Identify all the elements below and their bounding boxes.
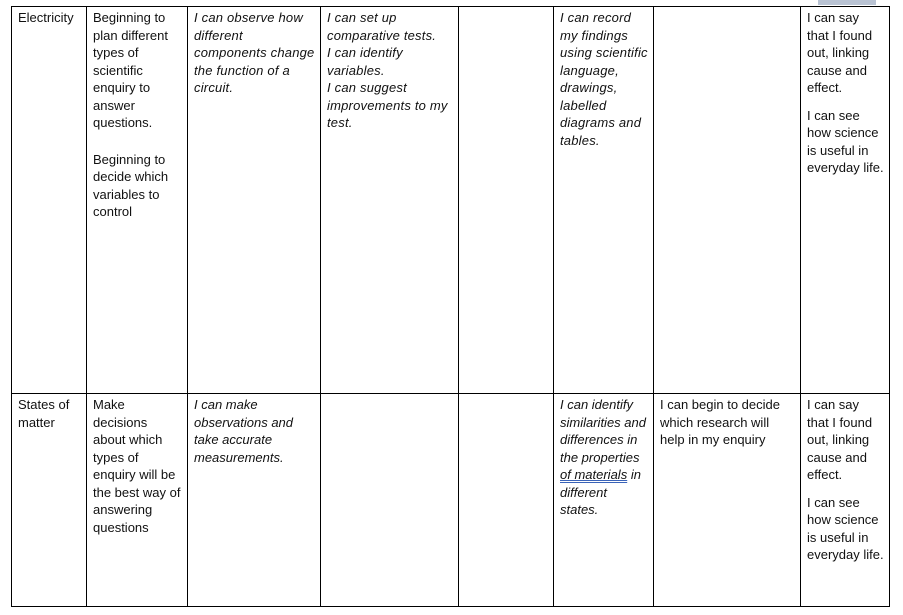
enquiry-text: Beginning to plan different types of scientific enquiry to answer questions. — [93, 10, 168, 130]
record-text: I can record my findings using scientific language, drawings, labelled diagrams and tables. — [560, 10, 648, 148]
conclude-cell — [801, 7, 890, 394]
empty-cell — [321, 394, 459, 607]
topic-label: Electricity — [18, 10, 74, 25]
empty-cell — [459, 7, 554, 394]
conclude-text: I can see how science is useful in everyday life. — [807, 107, 884, 175]
record-text: I can identify similarities and differences in the properties of materials in different states. — [560, 397, 646, 517]
empty-cell — [459, 394, 554, 607]
enquiry-cell — [87, 394, 188, 607]
research-cell — [654, 394, 801, 607]
underlined-phrase: of materials — [560, 467, 628, 482]
conclude-cell — [801, 394, 890, 607]
enquiry-text: Make decisions about which types of enquiry will be the best way of answering questions — [93, 397, 181, 535]
test-text: I can suggest improvements to my test. — [327, 80, 448, 130]
observe-text: I can observe how different components change the function of a circuit. — [194, 10, 315, 95]
table-row — [12, 394, 890, 607]
observe-cell — [188, 7, 321, 394]
test-text: I can set up comparative tests. — [327, 10, 437, 43]
observe-text: I can make observations and take accurate measurements. — [194, 397, 294, 465]
research-cell — [654, 7, 801, 394]
test-cell — [321, 7, 459, 394]
record-cell — [554, 7, 654, 394]
science-skills-table — [11, 6, 890, 607]
conclude-text: I can say that I found out, linking cause and effect. — [807, 10, 873, 95]
enquiry-cell — [87, 7, 188, 394]
research-text: I can begin to decide which research will help in my enquiry — [660, 397, 780, 447]
page-edge-mark — [818, 0, 876, 5]
observe-cell — [188, 394, 321, 607]
record-cell — [554, 394, 654, 607]
topic-cell — [12, 7, 87, 394]
topic-cell — [12, 394, 87, 607]
table-row — [12, 7, 890, 394]
topic-label: States of matter — [18, 397, 70, 430]
test-text: I can identify variables. — [327, 45, 403, 78]
conclude-text: I can say that I found out, linking cause and effect. — [807, 397, 873, 482]
conclude-text: I can see how science is useful in everyday life. — [807, 494, 884, 562]
enquiry-text: Beginning to decide which variables to control — [93, 151, 169, 219]
